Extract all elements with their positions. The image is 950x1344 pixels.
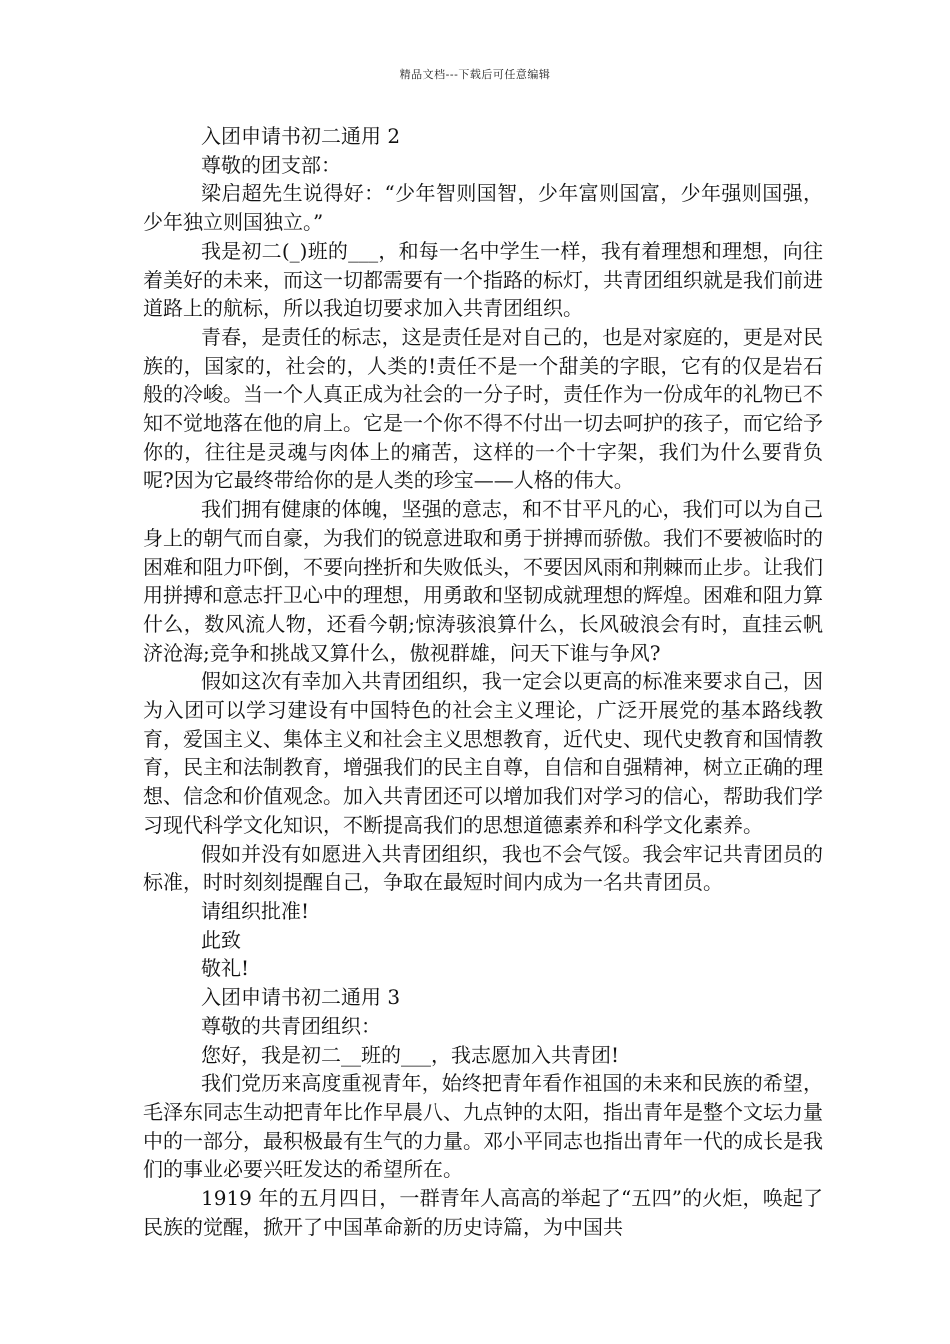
paragraph: 假如这次有幸加入共青团组织，我一定会以更高的标准来要求自己，因为入团可以学习建设有中国特色的社会主义理论，广泛开展党的基本路线教育，爱国主义、集体主义和社会主义思想教育，近代史、现代史教育和国情教育，民主和法制教育，增强我们的民主自尊，自信和自强精神，树立正确的理想、信念和价值观念。加入共青团还可以增加我们对学习的信心，帮助我们学习现代科学文化知识，不断提高我们的思想道德素养和科学文化素养。 bbox=[143, 669, 823, 837]
document-body bbox=[143, 122, 823, 1241]
closing-request: 请组织批准! bbox=[201, 898, 310, 923]
section-title-3: 入团申请书初二通用 3 bbox=[201, 985, 401, 1010]
page-header: 精品文档---下载后可任意编辑 bbox=[399, 68, 551, 81]
section-title-2: 入团申请书初二通用 2 bbox=[201, 124, 401, 148]
paragraph: 梁启超先生说得好：“少年智则国智，少年富则国富，少年强则国强，少年独立则国独立。” bbox=[143, 181, 823, 235]
closing-salute: 敬礼! bbox=[201, 956, 250, 981]
salutation: 尊敬的共青团组织： bbox=[201, 1013, 381, 1038]
paragraph: 我们拥有健康的体魄，坚强的意志，和不甘平凡的心，我们可以为自己身上的朝气而自豪，为我们的锐意进取和勇于拼搏而骄傲。我们不要被临时的困难和阻力吓倒，不要向挫折和失败低头，不要因风雨和荆棘而止步。让我们用拼搏和意志扞卫心中的理想，用勇敢和坚韧成就理想的辉煌。困难和阻力算什么，数风流人物，还看今朝;惊涛骇浪算什么，长风破浪会有时，直挂云帆济沧海;竞争和挑战又算什么，傲视群雄，问天下谁与争风? bbox=[143, 497, 823, 665]
paragraph: 青春，是责任的标志，这是责任是对自己的，也是对家庭的，更是对民族的，国家的，社会的，人类的!责任不是一个甜美的字眼，它有的仅是岩石般的冷峻。当一个人真正成为社会的一分子时，责任作为一份成年的礼物已不知不觉地落在他的肩上。它是一个你不得不付出一切去呵护的孩子，而它给予你的，往往是灵魂与肉体上的痛苦，这样的一个十字架，我们为什么要背负呢?因为它最终带给你的是人类的珍宝——人格的伟大。 bbox=[143, 324, 823, 493]
salutation: 尊敬的团支部： bbox=[201, 152, 341, 177]
closing-line: 此致 bbox=[201, 927, 241, 952]
greeting: 您好，我是初二__班的___，我志愿加入共青团! bbox=[201, 1042, 620, 1067]
paragraph: 1919 年的五月四日，一群青年人高高的举起了“五四”的火炬，唤起了民族的觉醒，掀开了中国革命新的历史诗篇，为中国共 bbox=[143, 1186, 823, 1239]
paragraph: 我们党历来高度重视青年，始终把青年看作祖国的未来和民族的希望，毛泽东同志生动把青年比作早晨八、九点钟的太阳，指出青年是整个文坛力量中的一部分，最积极最有生气的力量。邓小平同志也指出青年一代的成长是我们的事业必要兴旺发达的希望所在。 bbox=[143, 1071, 823, 1182]
paragraph: 我是初二(_)班的___，和每一名中学生一样，我有着理想和理想，向往着美好的未来，而这一切都需要有一个指路的标灯，共青团组织就是我们前进道路上的航标，所以我迫切要求加入共青团组织。 bbox=[143, 238, 823, 321]
paragraph: 假如并没有如愿进入共青团组织，我也不会气馁。我会牢记共青团员的标准，时时刻刻提醒自己，争取在最短时间内成为一名共青团员。 bbox=[143, 841, 823, 895]
